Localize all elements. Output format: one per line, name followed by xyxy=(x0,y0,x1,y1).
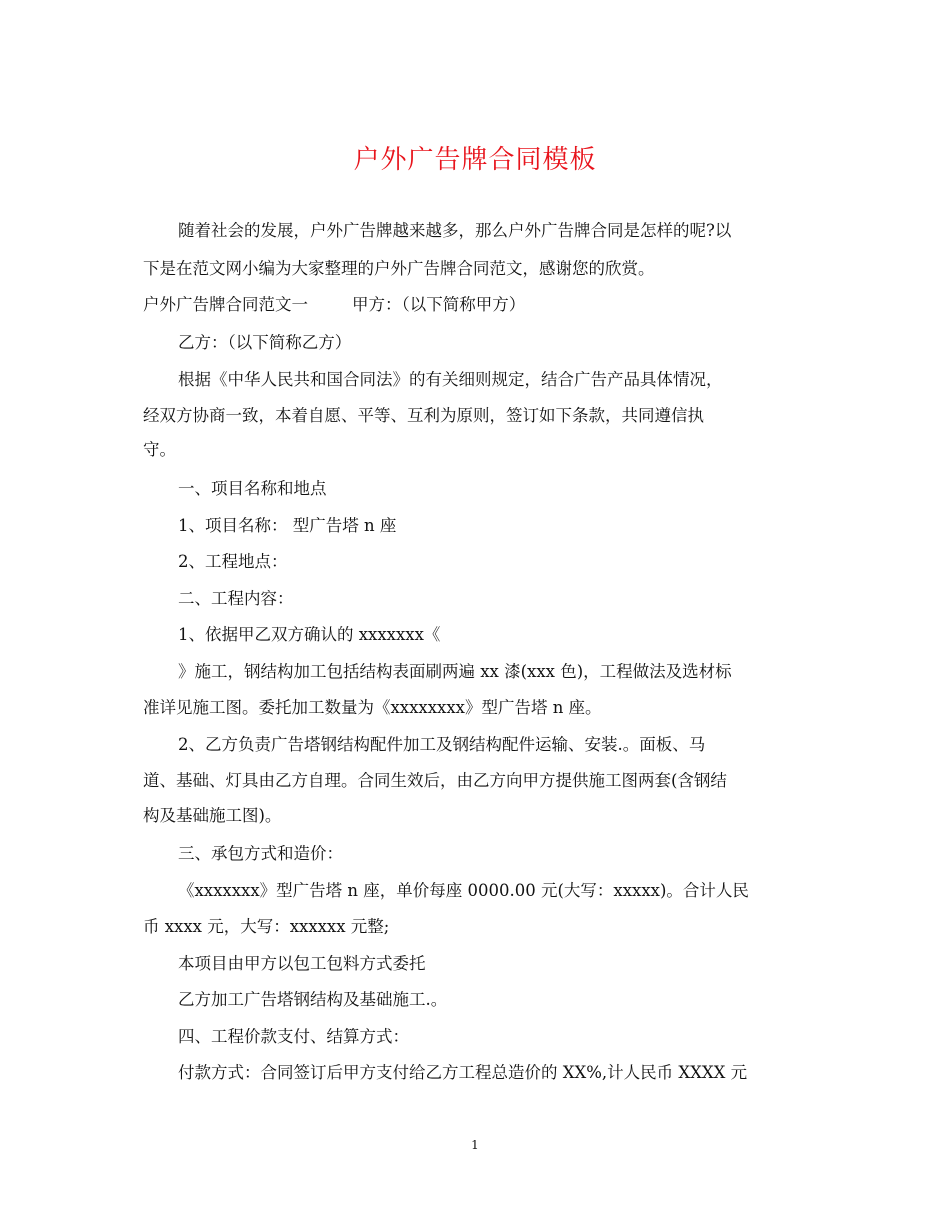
section1-heading: 一、项目名称和地点 xyxy=(178,479,327,498)
section2-heading: 二、工程内容： xyxy=(178,589,294,608)
section4-payment: 付款方式：合同签订后甲方支付给乙方工程总造价的 XX%,计人民币 XXXX 元 xyxy=(178,1063,748,1082)
section2-item1-line-3: 准详见施工图。委托加工数量为《xxxxxxxx》型广告塔 n 座。 xyxy=(143,698,602,717)
sample-heading-line xyxy=(143,293,823,317)
section2-item2-line-2: 道、基础、灯具由乙方自理。合同生效后，由乙方向甲方提供施工图两套(含钢结 xyxy=(143,771,727,790)
section1-item-2: 2、工程地点： xyxy=(178,552,288,571)
section3-heading: 三、承包方式和造价： xyxy=(178,844,343,863)
section4-heading: 四、工程价款支付、结算方式： xyxy=(178,1027,409,1046)
section2-item2-line-3: 构及基础施工图)。 xyxy=(143,806,282,825)
section2-item1-line-2: 》施工，钢结构加工包括结构表面刷两遍 xx 漆(xxx 色)，工程做法及选材标 xyxy=(178,662,732,681)
document-title: 户外广告牌合同模板 xyxy=(353,145,597,175)
section3-method-line-1: 本项目由甲方以包工包料方式委托 xyxy=(178,954,426,973)
preamble-line-2: 经双方协商一致，本着自愿、平等、互利为原则，签订如下条款，共同遵信执 xyxy=(143,406,704,425)
section2-item1-line-1: 1、依据甲乙双方确认的 xxxxxxx《 xyxy=(178,625,441,644)
section2-item2-line-1: 2、乙方负责广告塔钢结构配件加工及钢结构配件运输、安装.。面板、马 xyxy=(178,735,706,754)
sample-heading-name: 户外广告牌合同范文一 xyxy=(143,295,308,314)
intro-line-2: 下是在范文网小编为大家整理的户外广告牌合同范文，感谢您的欣赏。 xyxy=(143,259,655,278)
party-b-label: 乙方：（以下简称乙方） xyxy=(178,333,352,352)
section3-price-line-1: 《xxxxxxx》型广告塔 n 座，单价每座 0000.00 元(大写：xxxxx)。合计人民 xyxy=(178,881,749,900)
section3-price-line-2: 币 xxxx 元，大写：xxxxxx 元整; xyxy=(143,917,390,936)
intro-line-1: 随着社会的发展，户外广告牌越来越多，那么户外广告牌合同是怎样的呢?以 xyxy=(178,221,732,240)
section1-item-1: 1、项目名称： 型广告塔 n 座 xyxy=(178,516,397,535)
preamble-line-1: 根据《中华人民共和国合同法》的有关细则规定，结合广告产品具体情况， xyxy=(178,370,723,389)
page-number: 1 xyxy=(471,1138,479,1152)
party-a-label: 甲方：（以下简称甲方） xyxy=(352,295,526,314)
preamble-line-3: 守。 xyxy=(143,440,176,459)
section3-method-line-2: 乙方加工广告塔钢结构及基础施工.。 xyxy=(178,990,448,1009)
